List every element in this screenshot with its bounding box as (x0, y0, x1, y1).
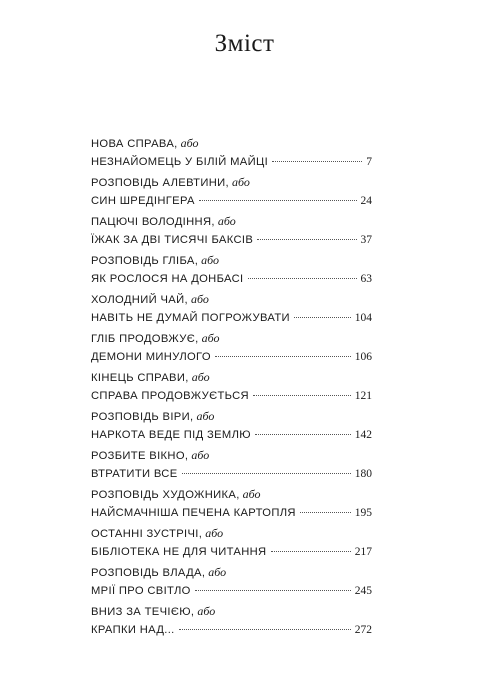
page-number: 272 (354, 623, 372, 636)
dot-leader (257, 239, 356, 240)
page-title: Зміст (214, 30, 275, 57)
chapter-title-secondary: СИН ШРЕДІНГЕРА (91, 194, 195, 207)
page-number: 37 (360, 233, 372, 246)
chapter-title-primary: РОЗПОВІДЬ АЛЕВТИНИ, (91, 177, 229, 189)
chapter-title-secondary: НАВІТЬ НЕ ДУМАЙ ПОГРОЖУВАТИ (91, 311, 290, 324)
toc-entry (91, 329, 372, 366)
page-number: 217 (354, 545, 372, 558)
toc-entry (91, 134, 372, 171)
page-number: 121 (354, 389, 372, 402)
connector-text: або (242, 487, 261, 501)
chapter-title-primary: ПАЦЮЧІ ВОЛОДІННЯ, (91, 216, 215, 228)
toc-entry (91, 407, 372, 444)
dot-leader (271, 551, 351, 552)
table-of-contents (91, 134, 372, 641)
chapter-title-primary: НОВА СПРАВА, (91, 138, 178, 150)
page-number: 142 (354, 428, 372, 441)
toc-entry (91, 446, 372, 483)
chapter-title-primary: ГЛІБ ПРОДОВЖУЄ, (91, 333, 199, 345)
chapter-title-secondary: ЇЖАК ЗА ДВІ ТИСЯЧІ БАКСІВ (91, 233, 254, 246)
dot-leader (248, 278, 357, 279)
dot-leader (255, 434, 351, 435)
toc-entry (91, 251, 372, 288)
connector-text: або (180, 136, 199, 150)
chapter-title-secondary: ЯК РОСЛОСЯ НА ДОНБАСІ (91, 272, 244, 285)
toc-entry (91, 212, 372, 249)
dot-leader (253, 395, 351, 396)
chapter-title-primary: РОЗПОВІДЬ ГЛІБА, (91, 255, 199, 267)
toc-entry (91, 368, 372, 405)
dot-leader (294, 317, 351, 318)
page-number: 63 (360, 272, 372, 285)
dot-leader (182, 473, 351, 474)
connector-text: або (196, 409, 215, 423)
page-number: 245 (354, 584, 372, 597)
chapter-title-secondary: НАРКОТА ВЕДЕ ПІД ЗЕМЛЮ (91, 428, 251, 441)
chapter-title-secondary: НЕЗНАЙОМЕЦЬ У БІЛІЙ МАЙЦІ (91, 155, 269, 168)
toc-entry (91, 524, 372, 561)
dot-leader (272, 161, 362, 162)
connector-text: або (201, 331, 220, 345)
chapter-title-secondary: МРІЇ ПРО СВІТЛО (91, 584, 191, 597)
page-number: 104 (354, 311, 372, 324)
chapter-title-primary: РОЗПОВІДЬ ВІРИ, (91, 411, 194, 423)
chapter-title-primary: ОСТАННІ ЗУСТРІЧІ, (91, 528, 203, 540)
chapter-title-secondary: НАЙСМАЧНІША ПЕЧЕНА КАРТОПЛЯ (91, 506, 296, 519)
toc-entry (91, 173, 372, 210)
chapter-title-primary: РОЗБИТЕ ВІКНО, (91, 450, 189, 462)
connector-text: або (191, 370, 210, 384)
connector-text: або (217, 214, 236, 228)
chapter-title-secondary: КРАПКИ НАД... (91, 623, 175, 636)
chapter-title-secondary: БІБЛІОТЕКА НЕ ДЛЯ ЧИТАННЯ (91, 545, 267, 558)
toc-entry (91, 563, 372, 600)
connector-text: або (191, 448, 210, 462)
chapter-title-primary: КІНЕЦЬ СПРАВИ, (91, 372, 189, 384)
page-number: 195 (354, 506, 372, 519)
toc-entry (91, 602, 372, 639)
page-number: 24 (360, 194, 372, 207)
dot-leader (179, 629, 351, 630)
connector-text: або (201, 253, 220, 267)
dot-leader (215, 356, 351, 357)
chapter-title-primary: РОЗПОВІДЬ ХУДОЖНИКА, (91, 489, 240, 501)
chapter-title-primary: ХОЛОДНИЙ ЧАЙ, (91, 294, 188, 306)
chapter-title-secondary: СПРАВА ПРОДОВЖУЄТЬСЯ (91, 389, 249, 402)
dot-leader (300, 512, 351, 513)
connector-text: або (190, 292, 209, 306)
toc-entry (91, 485, 372, 522)
page-number: 7 (366, 155, 372, 168)
chapter-title-primary: РОЗПОВІДЬ ВЛАДА, (91, 567, 206, 579)
page-number: 180 (354, 467, 372, 480)
connector-text: або (197, 604, 216, 618)
connector-text: або (232, 175, 250, 189)
chapter-title-secondary: ДЕМОНИ МИНУЛОГО (91, 350, 211, 363)
connector-text: або (208, 565, 227, 579)
page-number: 106 (354, 350, 372, 363)
connector-text: або (205, 526, 224, 540)
toc-entry (91, 290, 372, 327)
chapter-title-secondary: ВТРАТИТИ ВСЕ (91, 467, 178, 480)
dot-leader (195, 590, 351, 591)
dot-leader (199, 200, 357, 201)
chapter-title-primary: ВНИЗ ЗА ТЕЧІЄЮ, (91, 606, 195, 618)
